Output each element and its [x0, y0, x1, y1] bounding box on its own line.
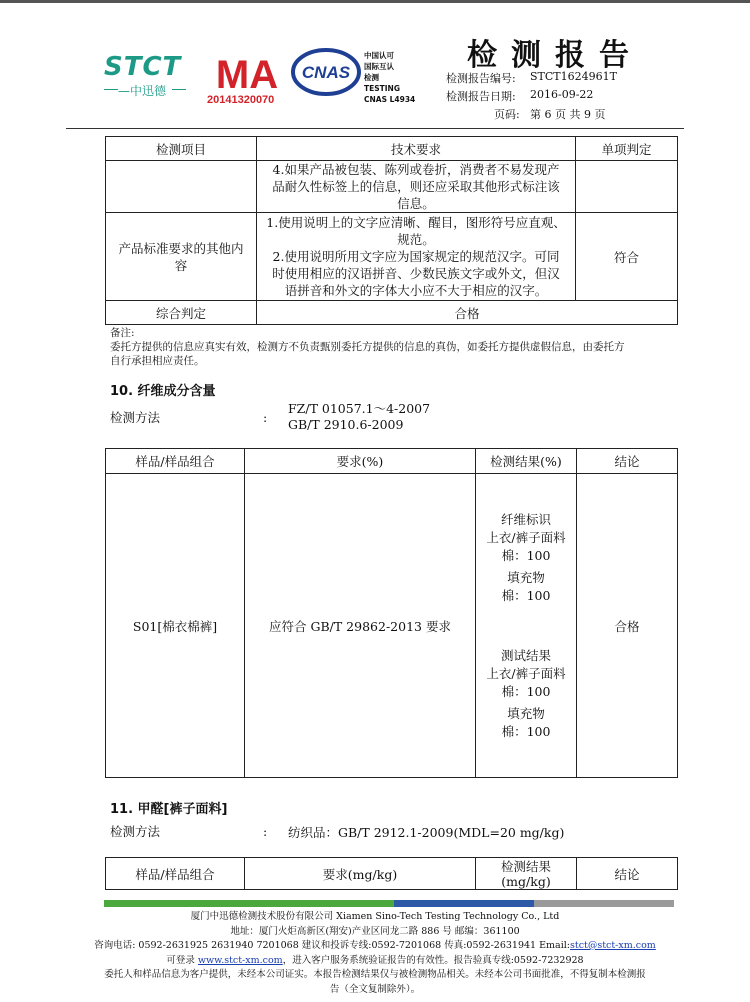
stct-logo: STCT	[104, 52, 182, 82]
section-11-method: 纺织品：GB/T 2912.1-2009(MDL=20 mg/kg)	[288, 825, 565, 840]
header-conclusion: 结论	[577, 858, 678, 890]
website-link[interactable]: www.stct-xm.com	[197, 954, 283, 966]
conclusion-cell: 合格	[577, 474, 678, 778]
requirement-cell: 1.使用说明上的文字应清晰、醒目，图形符号应直观、 规范。 2.使用说明所用文字应为国家规定的规范汉字。可同 时使用相应的汉语拼音、少数民族文字或外文，但汉 语拼音和外文的字体大小应不大于相应的汉字。	[257, 213, 576, 301]
stct-logo-subtitle: —中迅德	[118, 84, 167, 98]
header-judgement: 单项判定	[576, 137, 678, 161]
header-requirement: 要求(%)	[245, 449, 476, 474]
result-cell: 符合	[576, 213, 678, 301]
ma-certification-logo	[207, 52, 287, 94]
requirement-cell: 4.如果产品被包装、陈列或卷折，消费者不易发现产 品耐久性标签上的信息，则还应采取其他形式标注该 信息。	[257, 161, 576, 213]
formaldehyde-table	[105, 857, 678, 890]
result-cell: 纤维标识 上衣/裤子面料 棉：100 填充物 棉：100 测试结果 上衣/裤子面料 棉：100 填充物 棉：100	[476, 474, 577, 778]
section-10-colon: :	[263, 410, 268, 425]
header-divider	[66, 128, 684, 129]
header-requirement: 技术要求	[257, 137, 576, 161]
section-10-methods: FZ/T 01057.1～4-2007 GB/T 2910.6-2009	[288, 401, 431, 432]
overall-result: 合格	[257, 301, 678, 325]
header-requirement: 要求(mg/kg)	[245, 858, 476, 890]
report-number: 检测报告编号: STCT1624961T	[446, 70, 617, 85]
table-row	[106, 213, 678, 301]
cnas-caption: 中国认可 国际互认 检测 TESTING CNAS L4934	[364, 51, 416, 104]
logo-rule-right	[172, 89, 186, 90]
top-border	[0, 0, 750, 3]
fiber-composition-table	[105, 448, 678, 778]
overall-label: 综合判定	[106, 301, 257, 325]
header-result: 检测结果 (mg/kg)	[476, 858, 577, 890]
header-conclusion: 结论	[577, 449, 678, 474]
cnas-logo	[290, 47, 362, 97]
section-11-colon: :	[263, 824, 268, 839]
ma-mark-text: MA	[215, 53, 279, 94]
email-link[interactable]: stct@stct-xm.com	[570, 940, 656, 951]
report-date: 检测报告日期: 2016-09-22	[446, 88, 594, 103]
section-11-method-label: 检测方法	[110, 824, 161, 839]
ma-number: 20141320070	[207, 94, 275, 106]
section-10-title: 10. 纤维成分含量	[110, 384, 216, 399]
header-item: 检测项目	[106, 137, 257, 161]
requirement-cell: 应符合 GB/T 29862-2013 要求	[245, 474, 476, 778]
page-number: 页码: 第 6 页 共 9 页	[494, 108, 606, 121]
header-sample: 样品/样品组合	[106, 858, 245, 890]
remark: 备注: 委托方提供的信息应真实有效，检测方不负责甄别委托方提供的信息的真伪，如委托方提供虚假信息，由委托方 自行承担相应责任。	[110, 327, 625, 367]
header-result: 检测结果(%)	[476, 449, 577, 474]
footer-bar-blue	[394, 900, 534, 907]
footer-info: 厦门中迅德检测技术股份有限公司 Xiamen Sino-Tech Testing Technology Co., Ltd 地址：厦门火炬高新区(翔安)产业区同龙二路 886 号 邮编：361100 咨询电话: 0592-2631925 2631940 7201068 建议和投诉专线:0592-7201068 传真:0592-2631941 Email:stct@stct-xm.com 可登录 www.stct-xm.com，进入客户服务系统验证报告的有效性。报告验真专线:0592-7232928 委托人和样品信息为客户提供，未经本公司证实。本报告检测结果仅与被检测物品相关。未经本公司书面批准，不得复制本检测报 告（全文复制除外）。	[94, 911, 656, 995]
table-row	[106, 161, 678, 213]
section-11-title: 11. 甲醛[裤子面料]	[110, 802, 228, 817]
table-row	[106, 474, 678, 778]
header-sample: 样品/样品组合	[106, 449, 245, 474]
logo-rule-left	[104, 89, 118, 90]
requirements-table	[105, 136, 678, 325]
report-title: 检测报告	[467, 38, 643, 73]
item-cell: 产品标准要求的其他内 容	[106, 213, 257, 301]
table-row	[106, 301, 678, 325]
section-10-method-label: 检测方法	[110, 410, 161, 425]
footer-bar-gray	[534, 900, 674, 907]
cnas-mark-text: CNAS	[301, 63, 351, 82]
footer-bar-green	[104, 900, 394, 907]
sample-cell: S01[棉衣棉裤]	[106, 474, 245, 778]
